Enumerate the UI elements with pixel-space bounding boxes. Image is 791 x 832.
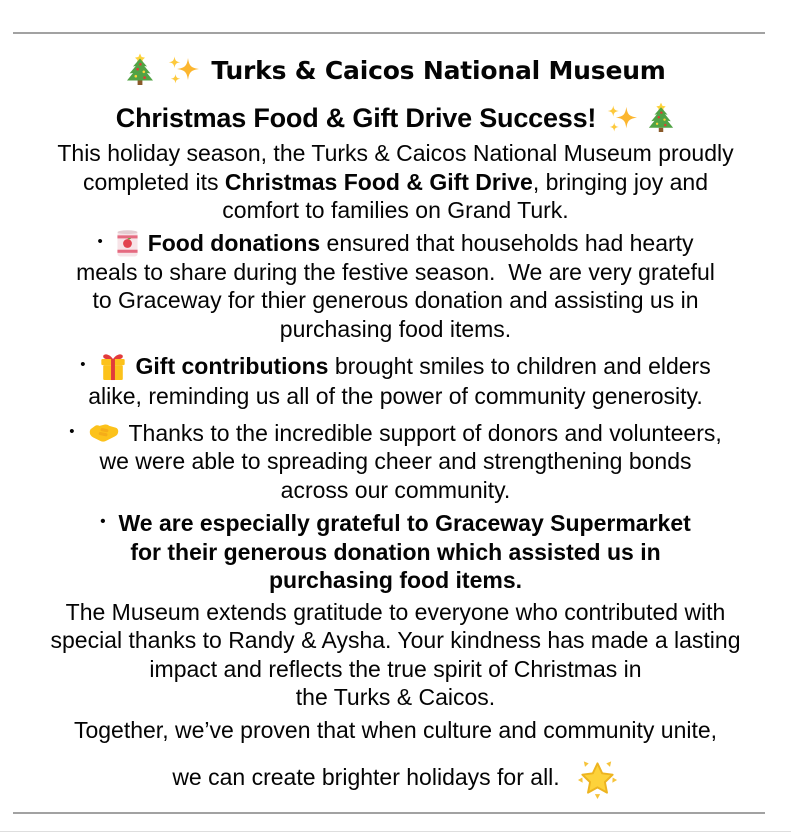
text-line: the Turks & Caicos.	[295, 684, 496, 710]
text-line: we can create brighter holidays for all.	[172, 756, 618, 798]
sparkles-icon	[605, 103, 638, 134]
top-divider	[13, 32, 765, 34]
intro-paragraph	[0, 139, 791, 225]
brighter-holidays-paragraph	[0, 756, 791, 798]
body-content	[0, 139, 791, 798]
closing-paragraph	[0, 598, 791, 712]
text-line: purchasing food items.	[279, 315, 512, 342]
bullet-thanks-volunteers	[0, 419, 791, 505]
drive-name-bold: Christmas Food & Gift Drive	[224, 168, 533, 195]
text-line: to Graceway for thier generous donation and assisting us in	[92, 287, 699, 313]
bullet-lead-bold: Food donations	[147, 229, 321, 256]
text-line: • Food donations ensured that households had hearty	[97, 229, 694, 256]
bullet-dot: •	[100, 513, 106, 530]
together-paragraph	[0, 716, 791, 745]
bullet-dot: •	[80, 356, 86, 374]
text-line: Together, we’ve proven that when culture and community unite,	[73, 716, 718, 743]
text-line: special thanks to Randy & Aysha. Your kindness has made a lasting	[50, 627, 741, 653]
bullet-dot: •	[69, 422, 75, 440]
sparkles-icon	[166, 54, 200, 86]
text-line: for their generous donation which assisted us in	[130, 538, 661, 565]
bullet-food-donations	[0, 229, 791, 344]
text-line: alike, reminding us all of the power of community generosity.	[88, 383, 703, 409]
text-line: impact and reflects the true spirit of Christmas in	[149, 655, 642, 682]
text-line: This holiday season, the Turks & Caicos National Museum proudly	[57, 140, 734, 166]
bullet-dot: •	[97, 232, 103, 250]
text-line: • Gift contributions brought smiles to children and elders	[80, 351, 710, 382]
text-line: purchasing food items.	[268, 567, 523, 593]
handshake-icon	[88, 421, 120, 445]
subtitle-text: Christmas Food & Gift Drive Success!	[115, 102, 597, 133]
page-subtitle	[0, 101, 791, 135]
page-title	[0, 53, 791, 87]
bullet-lead-bold: Gift contributions	[135, 353, 329, 380]
text-line: completed its Christmas Food & Gift Drive , bringing joy and	[82, 168, 709, 195]
text-line: we were able to spreading cheer and strengthening bonds	[99, 448, 692, 474]
canned-food-icon	[116, 229, 139, 258]
gift-icon	[99, 351, 127, 382]
text-line: meals to share during the festive season. We are very grateful	[76, 258, 715, 285]
text-line: • We are especially grateful to Graceway Supermarket	[100, 510, 691, 536]
christmas-tree-icon	[125, 53, 155, 87]
text-line: • Thanks to the incredible support of donors and volunteers,	[69, 419, 722, 446]
bottom-divider	[13, 812, 765, 814]
title-text: Turks & Caicos National Museum	[211, 55, 666, 85]
glowing-star-icon	[576, 758, 619, 800]
bullet-gift-contributions	[0, 351, 791, 411]
text-line: across our community.	[280, 476, 511, 503]
text-line: The Museum extends gratitude to everyone who contributed with	[65, 598, 726, 625]
text-line: comfort to families on Grand Turk.	[222, 197, 569, 223]
bullet-graceway-supermarket	[0, 509, 791, 595]
christmas-tree-icon	[647, 102, 675, 134]
